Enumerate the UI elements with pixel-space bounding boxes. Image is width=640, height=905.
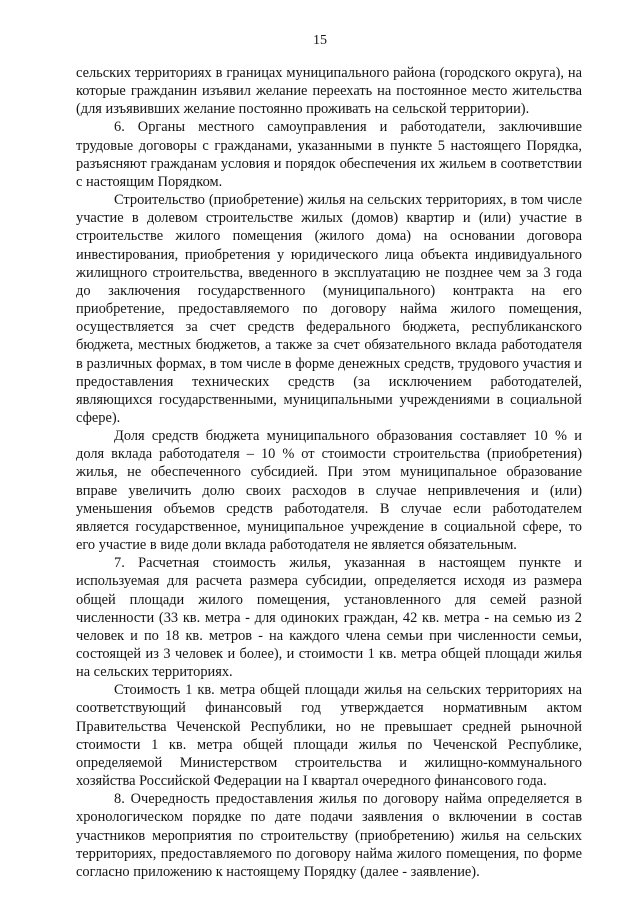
paragraph-cost-per-meter: Стоимость 1 кв. метра общей площади жилья на сельских территориях на соответствующий финансовый год утверждается нормативным актом Правительства Чеченской Республики, но не превышает средней рыночной стоимости 1 кв. метра общей площади жилья по Чеченской Республике, определяемой Министерством строительства и жилищно-коммунального хозяйства Российской Федерации на I квартал очередного финансового года. xyxy=(76,682,582,790)
paragraph-continuation: сельских территориях в границах муниципального района (городского округа), на которые гражданин изъявил желание переехать на постоянное место жительства (для изъявивших желание постоянно проживать на сельской территории). xyxy=(76,65,582,118)
paragraph-budget-share: Доля средств бюджета муниципального образования составляет 10 % и доля вклада работодателя – 10 % от стоимости строительства (приобретения) жилья, не обеспеченного субсидией. При этом муниципальное образование вправе увеличить долю своих расходов в случае непривлечения и (или) уменьшения объемов средств работодателя. В случае если работодателем является государственное, муниципальное учреждение в социальной сфере, то его участие в виде доли вклада работодателя не является обязательным. xyxy=(76,428,582,554)
page-number: 15 xyxy=(313,33,327,48)
paragraph-item-8: 8. Очередность предоставления жилья по договору найма определяется в хронологическом порядке по дате подачи заявления о включении в состав участников мероприятия по строительству (приобретению) жилья на сельских территориях, предоставляемого по договору найма жилого помещения, по форме согласно приложению к настоящему Порядку (далее - заявление). xyxy=(76,791,582,880)
paragraph-item-7: 7. Расчетная стоимость жилья, указанная в настоящем пункте и используемая для расчета размера субсидии, определяется исходя из размера общей площади жилого помещения, установленного для семей разной численности (33 кв. метра - для одиноких граждан, 42 кв. метра - на семью из 2 человек и по 18 кв. метров - на каждого члена семьи при численности семьи, состоящей из 3 человек и более), и стоимости 1 кв. метра общей площади жилья на сельских территориях. xyxy=(76,555,582,681)
paragraph-construction: Строительство (приобретение) жилья на сельских территориях, в том числе участие в долевом строительстве жилых (домов) квартир и (или) участие в строительстве жилого помещения (жилого дома) на основании договора инвестирования, приобретения у юридического лица объекта индивидуального жилищного строительства, введенного в эксплуатацию не позднее чем за 3 года до заключения государственного (муниципального) контракта на его приобретение, предоставляемого по договору найма жилого помещения, осуществляется за счет средств федерального бюджета, республиканского бюджета, местных бюджетов, а также за счет обязательного вклада работодателя в различных формах, в том числе в форме денежных средств, трудового участия и предоставления технических средств (за исключением работодателей, являющихся государственными, муниципальными учреждениями в социальной сфере). xyxy=(76,192,582,426)
paragraph-item-6: 6. Органы местного самоуправления и работодатели, заключившие трудовые договоры с гражданами, указанными в пункте 5 настоящего Порядка, разъясняют гражданам условия и порядок обеспечения их жильем в соответствии с настоящим Порядком. xyxy=(76,119,582,190)
document-body xyxy=(76,64,582,881)
